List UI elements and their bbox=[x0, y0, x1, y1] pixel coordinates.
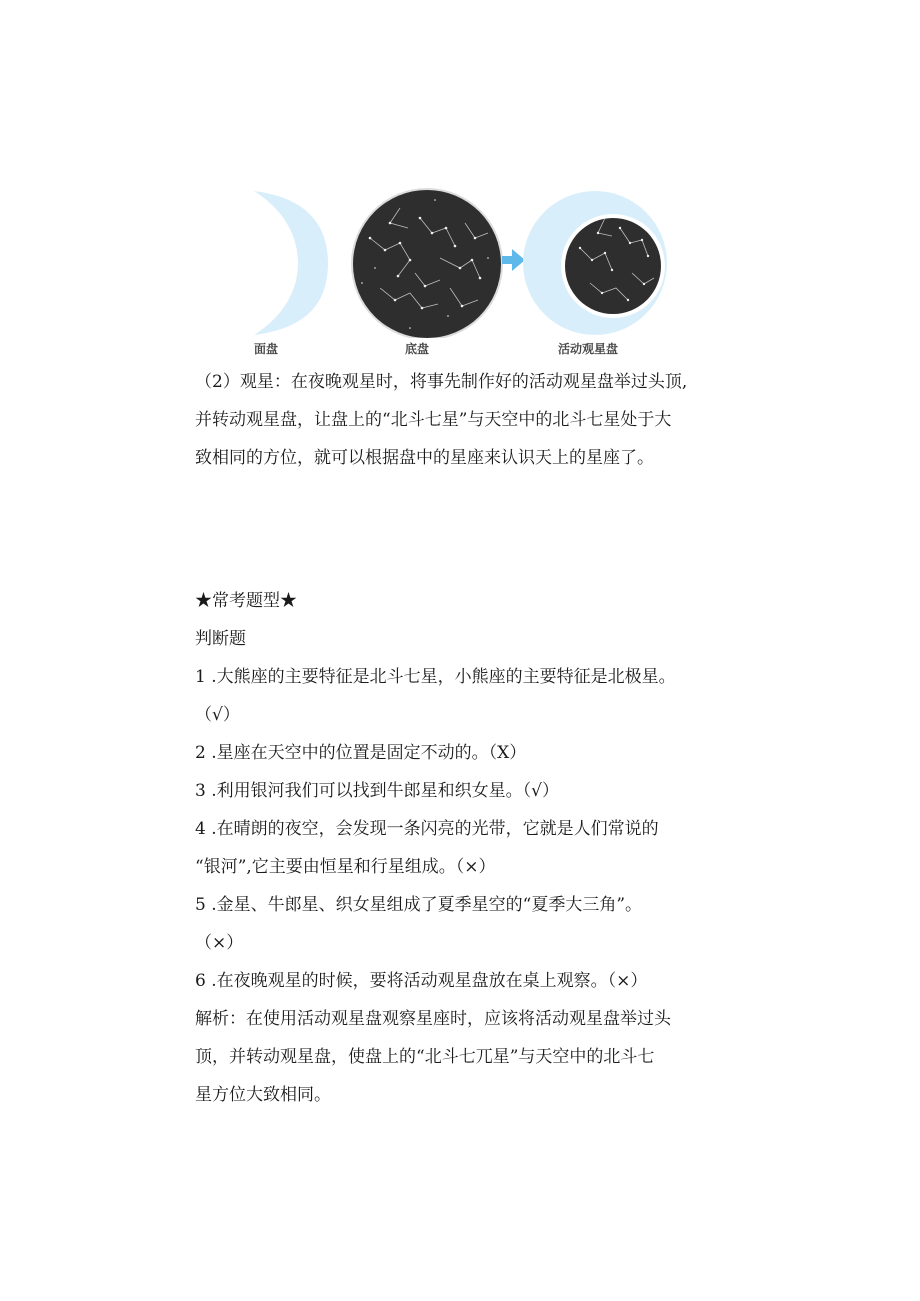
observe-line: 并转动观星盘，让盘上的“北斗七星”与天空中的北斗七星处于大 bbox=[195, 410, 672, 430]
question-line: 4 .在晴朗的夜空，会发现一条闪亮的光带，它就是人们常说的 bbox=[195, 819, 659, 839]
questions-section bbox=[195, 582, 735, 1114]
question-line: 6 .在夜晚观星的时候，要将活动观星盘放在桌上观察。（×） bbox=[195, 971, 648, 991]
question-line: “银河”,它主要由恒星和行星组成。（×） bbox=[195, 857, 496, 877]
arrow-icon bbox=[502, 249, 525, 271]
caption-base-plate: 底盘 bbox=[405, 342, 430, 356]
question-line: （×） bbox=[195, 933, 244, 953]
observe-line: （2）观星：在夜晚观星时，将事先制作好的活动观星盘举过头顶, bbox=[195, 372, 688, 392]
star-disc-figure bbox=[250, 188, 670, 360]
question-line: （√） bbox=[195, 705, 240, 725]
observe-paragraph bbox=[195, 363, 735, 477]
section-subheading: 判断题 bbox=[195, 629, 246, 649]
question-line: 3 .利用银河我们可以找到牛郎星和织女星。（√） bbox=[195, 781, 559, 801]
analysis-line: 星方位大致相同。 bbox=[195, 1085, 331, 1105]
analysis-line: 顶，并转动观星盘，使盘上的“北斗七兀星”与天空中的北斗七 bbox=[195, 1047, 655, 1067]
observe-line: 致相同的方位，就可以根据盘中的星座来认识天上的星座了。 bbox=[195, 448, 654, 468]
question-line: 2 .星座在天空中的位置是固定不动的。（X） bbox=[195, 743, 527, 763]
star-disc-illustration bbox=[250, 188, 670, 338]
active-disc bbox=[523, 191, 667, 335]
caption-face-plate: 面盘 bbox=[254, 342, 279, 356]
base-plate-disc bbox=[351, 188, 503, 338]
analysis-line: 解析：在使用活动观星盘观察星座时，应该将活动观星盘举过头 bbox=[195, 1009, 671, 1029]
section-heading: ★常考题型★ bbox=[195, 591, 297, 611]
question-line: 1 .大熊座的主要特征是北斗七星，小熊座的主要特征是北极星。 bbox=[195, 667, 676, 687]
question-line: 5 .金星、牛郎星、织女星组成了夏季星空的“夏季大三角”。 bbox=[195, 895, 643, 915]
caption-active-disc: 活动观星盘 bbox=[558, 342, 619, 356]
